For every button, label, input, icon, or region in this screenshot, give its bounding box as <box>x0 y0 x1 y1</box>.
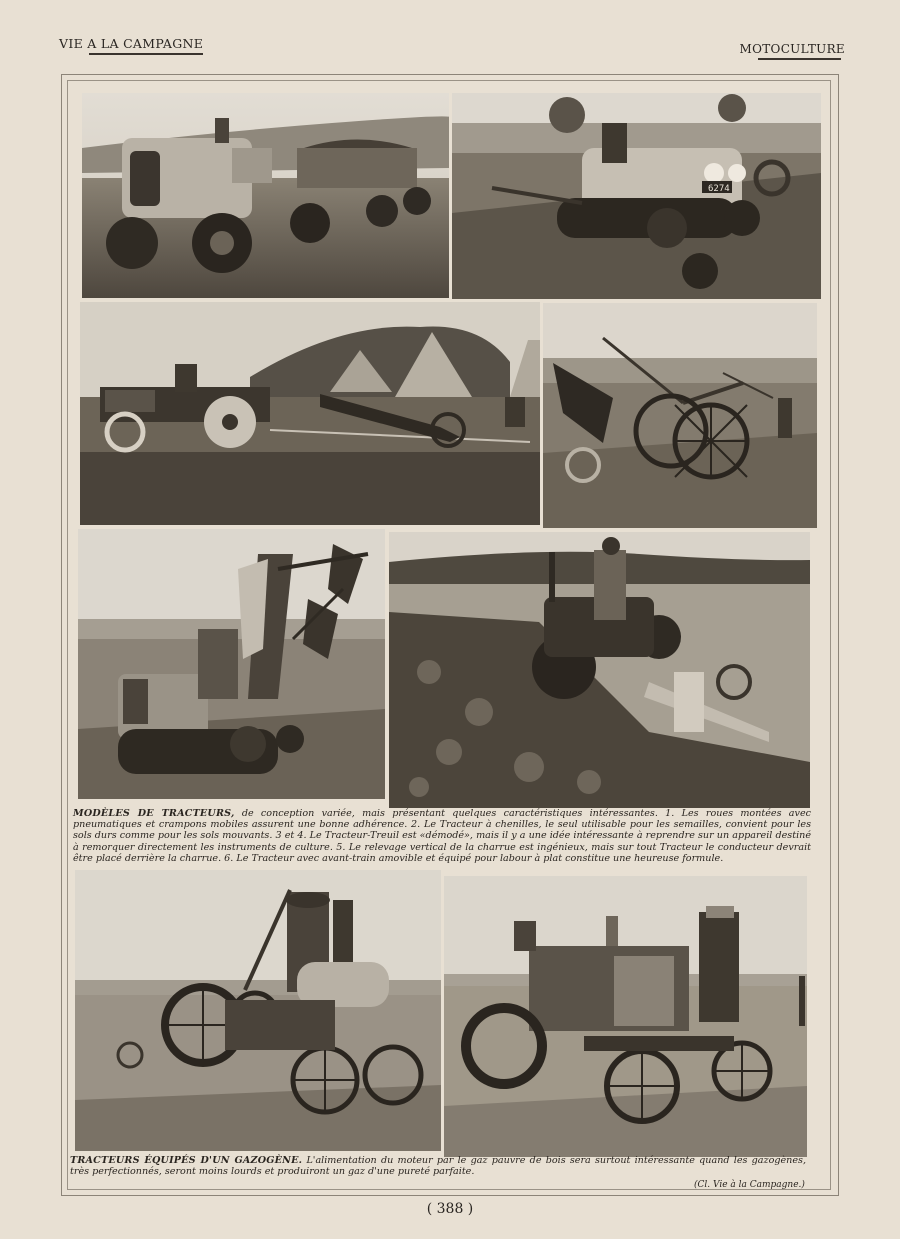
header-magazine-title: VIE A LA CAMPAGNE <box>59 36 204 51</box>
photo-7-gasogene-tractor-left <box>75 870 441 1151</box>
page-number: ( 388 ) <box>426 1201 474 1217</box>
photo-3-tractor-winch <box>80 302 540 525</box>
photo-4-plough-wheels <box>543 303 817 528</box>
caption-gasogene-text: L'alimentation du moteur par le gaz pauvre de bois sera surtout intéressante quand les gazogènes, très perfectionnés, seront moins lourds et produiront un gaz d'une pureté parfaite. <box>70 1155 806 1178</box>
caption-tractor-models-lead: MODÈLES DE TRACTEURS, <box>73 808 235 819</box>
photo-6-detachable-forecarriage <box>389 532 810 808</box>
page-header <box>0 36 900 56</box>
caption-tractor-models-text: de conception variée, mais présentant quelques caractéristiques intéressantes. 1. Les roues montées avec pneumatiques et crampons mobiles assurent une bonne adhérence. 2. Le Tracteur à chenilles, le seul utilisable pour les semailles, convient pour les sols durs comme pour les sols mouvants. 3 et 4. Le Tracteur-Treuil est «démodé», mais il y a une idée intéressante à reprendre sur un appareil destiné à remorquer directement les instruments de culture. 5. Le relevage vertical de la charrue est ingénieux, mais sur tout Tracteur le conducteur devrait être placé derrière la charrue. 6. Le Tracteur avec avant-train amovible et équipé pour labour à plat constitue une heureuse formule. <box>73 808 812 864</box>
license-plate-text: 6274 <box>708 184 730 194</box>
photo-2-crawler-tractor <box>452 93 821 299</box>
caption-gasogene-lead: TRACTEURS ÉQUIPÉS D'UN GAZOGÈNE. <box>70 1155 303 1166</box>
photo-credit: (Cl. Vie à la Campagne.) <box>694 1180 805 1190</box>
photo-1-pneumatic-tractor <box>82 93 449 298</box>
photo-5-vertical-plough-lift <box>78 529 385 799</box>
photo-8-gasogene-tractor-right <box>444 876 807 1157</box>
header-section-title: MOTOCULTURE <box>739 42 845 56</box>
caption-tractor-models <box>73 808 811 864</box>
caption-gasogene-tractors <box>70 1155 806 1177</box>
